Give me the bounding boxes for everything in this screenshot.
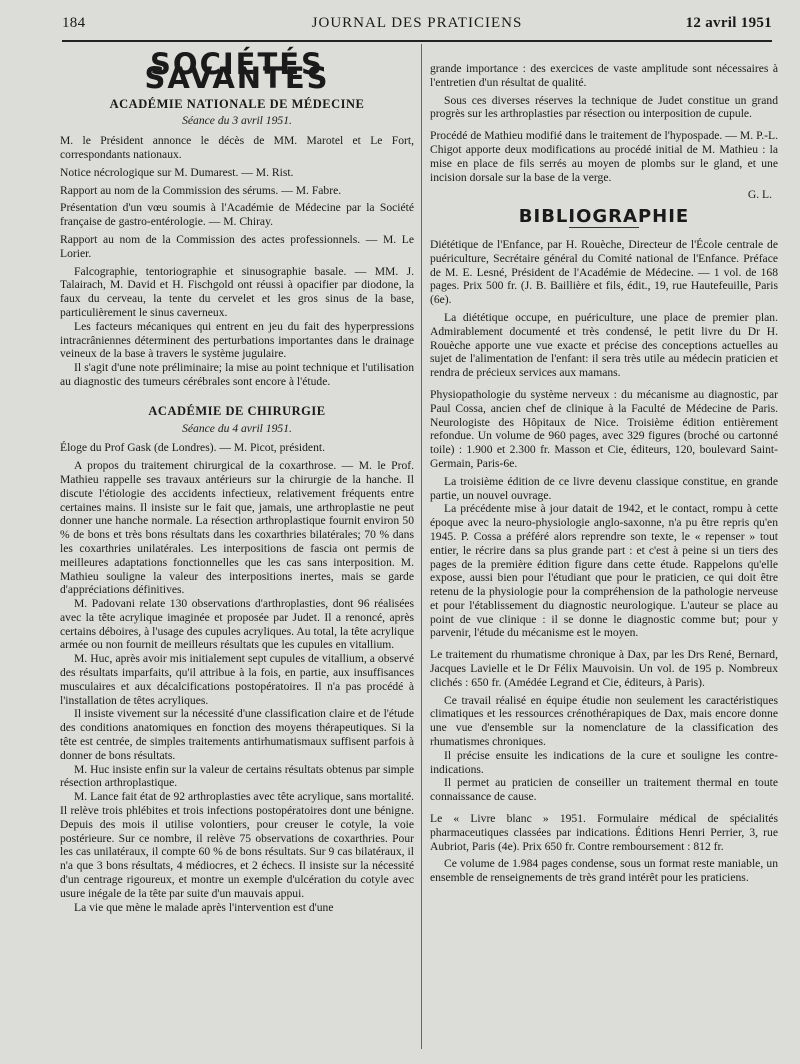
title-rule — [569, 227, 639, 228]
left-column — [60, 47, 414, 914]
chirurgie-paragraph: M. Huc insiste enfin sur la valeur de certains résultats obtenus par simple résection arthroplastique. — [60, 762, 414, 790]
bibliography-title: BIBLIOGRAPHIE — [518, 206, 690, 228]
academie-item: Notice nécrologique sur M. Dumarest. — M. Rist. — [60, 165, 294, 179]
section-title: SOCIÉTÉS SAVANTES — [144, 47, 330, 95]
header-rule — [62, 40, 772, 42]
book-reference: Le traitement du rhumatisme chronique à Dax, par les Drs René, Bernard, Jacques Lavielle et le Dr Félix Mauvoisin. Un vol. de 195 p. Nombreux clichés : 650 fr. (Amédée Legrand et Cie, éditeurs, à Paris). — [430, 648, 778, 689]
book-reference: Le « Livre blanc » 1951. Formulaire médical de spécialités pharmaceutiques classées par indications. Éditions Henri Perrier, 3, rue Aubriot, Paris (4e). Prix 650 fr. Contre remboursement : 812 fr. — [430, 812, 778, 853]
column-divider — [421, 44, 422, 1049]
academie-heading: ACADÉMIE NATIONALE DE MÉDECINE — [109, 96, 365, 111]
right-column — [430, 62, 778, 885]
chirurgie-paragraph: M. Huc, après avoir mis initialement sept cupules de vitallium, a observé des résultats imparfaits, qu'il attribue à la fois, en partie, aux insuffisances musculaires et aux décalcifications postopératoires. Il n'a pas procédé à l'installation de têtes acryliques. — [60, 652, 414, 707]
academie-item: Rapport au nom de la Commission des actes professionnels. — M. Le Lorier. — [60, 232, 414, 260]
chirurgie-seance: Séance du 4 avril 1951. — [182, 421, 292, 435]
signature: G. L. — [747, 188, 772, 202]
academie-paragraph: Il s'agit d'une note préliminaire; la mise au point technique et l'utilisation au diagnostic des tumeurs cérébrales sont encore à l'étude. — [60, 361, 414, 388]
book-review: Il précise ensuite les indications de la cure et souligne les contre-indications. — [430, 748, 778, 776]
book-reference: Physiopathologie du système nerveux : du mécanisme au diagnostic, par Paul Cossa, ancien chef de clinique à la Faculté de Médecine de Paris. Neurologiste des Hôpitaux de Nice. Troisième édition entièrement refondue. Un volume de 960 pages, avec 329 figures (broché ou cartonné toile) : 1.900 et 2.300 fr. Masson et Cie, éditeurs, 120, boulevard Saint-Germain, Paris-6e. — [430, 387, 778, 470]
page-number: 184 — [62, 15, 86, 31]
chirurgie-heading: ACADÉMIE DE CHIRURGIE — [148, 403, 326, 418]
chirurgie-paragraph: A propos du traitement chirurgical de la coxarthrose. — M. le Prof. Mathieu rappelle ses travaux antérieurs sur la chirurgie de la hanche. Il discute l'étiologie des accidents infectieux, relativement fréquents entre certaines mains. Il insiste sur le fait que, jamais, une arthroplastie ne peut donner une hanche normale. La résection arthroplastique fournit environ 50 % de bons et très bons résultats dans les coxarthries bilatérales; 70 % dans les coxarthries unilatérales. Les interpositions de fascia ont permis de meilleures adaptations fonctionnelles que les cas sans interposition. M. Mathieu souligne la valeur des interpositions inertes, mais se garde d'appréciations définitives. — [60, 459, 414, 597]
book-review: La précédente mise à jour datait de 1942, et le contact, rompu à cette époque avec la neuro-physiologie anglo-saxonne, n'a pu être repris qu'en 1945. P. Cossa a préféré alors reprendre son texte, le « repenser » tout entier, le récrire dans sa plus grande part : et c'est à peine si un tiers des pages de la première édition figure dans cette étude. Rappelons qu'elle expose, aussi bien pour l'étudiant que pour le praticien, ce qui doit être retenu de la physiologie pour la compréhension de la pathologie nerveuse et pour l'établissement du diagnostic neurologique. L'auteur se place au point de vue clinique : il se donne le diagnostic comme but; pour y parvenir, l'étude du mécanisme est le moyen. — [430, 502, 778, 640]
chirurgie-paragraph: M. Lance fait état de 92 arthroplasties avec tête acrylique, sans mortalité. Il relève trois phlébites et trois infections postopératoires dont une bénigne. Depuis des mois il utilise volontiers, pour creuser le cotyle, la voie postérieure. Sur ce nombre, il relève 75 observations de coxarthries. Pour les cas unilatéraux, il compte 60 % de bons résultats. Sur 9 cas bilatéraux, il n'a que 3 bons résultats, 4 médiocres, et 2 échecs. Il insiste sur la nécessité d'un centrage rigoureux, et montre un exemple d'ulcération du cotyle avec usure inégale de la tête par suite d'un mauvais appui. — [60, 790, 414, 900]
academie-seance: Séance du 3 avril 1951. — [182, 114, 292, 128]
book-review: La diététique occupe, en puériculture, une place de premier plan. Admirablement documenté et très condensé, le petit livre du Dr H. Rouèche apporte une vue exacte et précise des conceptions actuelles au sujet de l'alimentation de l'enfant: il sera très utile au médecin praticien et rendra de précieux services aux mamans. — [430, 310, 778, 380]
academie-paragraph: Les facteurs mécaniques qui entrent en jeu du fait des hyperpressions intracrâniennes déterminent des perturbations importantes dans le drainage veineux de la base à travers le système jugulaire. — [60, 319, 414, 361]
chirurgie-paragraph: La vie que mène le malade après l'intervention est d'une — [74, 900, 334, 914]
book-reference: Diététique de l'Enfance, par H. Rouèche, Directeur de l'École centrale de puériculture, Secrétaire général du Comité national de l'Enfance. Préface de M. E. Lesné, Président de l'Académie de Médecine. — 1 vol. de 168 pages. Prix 500 fr. (J. B. Baillière et fils, édit., 19, rue Hautefeuille, Paris (6e). — [430, 237, 778, 307]
continued-paragraph: Sous ces diverses réserves la technique de Judet constitue un grand progrès sur les arthroplasties par résection ou interposition de cupule. — [430, 93, 778, 121]
book-review: Ce volume de 1.984 pages condense, sous un format reste maniable, un ensemble de renseignements de très grand intérêt pour les praticiens. — [430, 857, 778, 885]
book-review: La troisième édition de ce livre devenu classique constitue, en grande partie, un nouvel ouvrage. — [430, 474, 778, 502]
academie-item: Présentation d'un vœu soumis à l'Académie de Médecine par la Société française de gastro-entérologie. — M. Chiray. — [60, 201, 414, 229]
chirurgie-paragraph: M. Padovani relate 130 observations d'arthroplasties, dont 96 réalisées avec la tête acrylique imaginée et proposée par Judet. Il a renoncé, après certains déboires, à l'usage des cupules acryliques. Au total, la tête acrylique armée ou non fournit de meilleurs résultats que les cupules en vitallium. — [60, 597, 414, 652]
page-header — [62, 15, 772, 37]
academie-item: M. le Président annonce le décès de MM. Marotel et Le Fort, correspondants nationaux. — [60, 134, 414, 161]
academie-item: Falcographie, tentoriographie et sinusographie basale. — MM. J. Talairach, M. David et H. Fischgold ont réussi à opacifier par diodone, la faux du cerveau, la tente du cervelet et les gros sinus de la base, particulièrement le sinus caverneux. — [60, 264, 414, 319]
chirurgie-paragraph: Il insiste vivement sur la nécessité d'une classification claire et de l'étude des conditions anatomiques en fonction des moyens thérapeutiques. Si la tête est centrée, de simples traitements antirhumatismaux suffisent parfois à donner de bons résultats. — [60, 707, 414, 762]
continued-paragraph: grande importance : des exercices de vaste amplitude sont nécessaires à l'entretien d'un résultat de qualité. — [430, 62, 778, 89]
book-review: Ce travail réalisé en équipe étudie non seulement les caractéristiques climatiques et les ressources crénothérapiques de Dax, mais encore donne une vue d'ensemble sur la nomenclature de la classification des rhumatismes chroniques. — [430, 693, 778, 749]
chirurgie-item: Éloge du Prof Gask (de Londres). — M. Picot, président. — [60, 441, 325, 455]
academie-item: Rapport au nom de la Commission des sérums. — M. Fabre. — [60, 183, 342, 197]
book-review: Il permet au praticien de conseiller un traitement thermal en toute connaissance de cause. — [430, 776, 778, 804]
chirurgie-item: Procédé de Mathieu modifié dans le traitement de l'hypospade. — M. P.-L. Chigot apporte deux modifications au procédé initial de M. Mathieu : la mise en place de fils serrés au moyen de plombs sur le gland, et une incision dorsale sur la base de la verge. — [430, 129, 778, 184]
journal-title: JOURNAL DES PRATICIENS — [311, 15, 523, 31]
issue-date: 12 avril 1951 — [685, 15, 772, 31]
